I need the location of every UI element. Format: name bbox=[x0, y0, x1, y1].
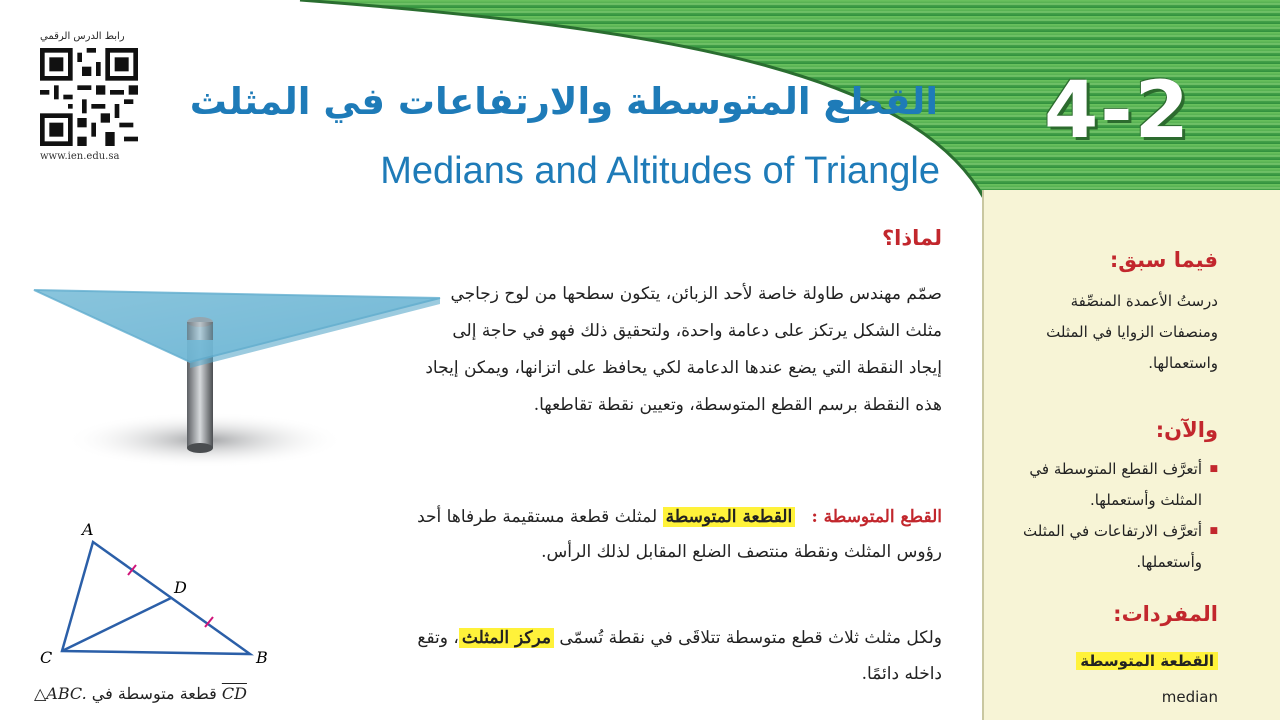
centroid-text-post: ، وتقع داخله دائمًا. bbox=[417, 628, 942, 684]
title-arabic: القطع المتوسطة والارتفاعات في المثلث bbox=[189, 80, 938, 123]
median-cd bbox=[62, 598, 171, 651]
vocab-english: median bbox=[1161, 688, 1218, 706]
caption-text: قطعة متوسطة في bbox=[91, 684, 217, 703]
qr-code-icon[interactable] bbox=[40, 48, 138, 146]
definition-term: القطع المتوسطة : bbox=[811, 507, 942, 527]
why-heading: لماذا؟ bbox=[881, 226, 942, 250]
definition-highlight: القطعة المتوسطة bbox=[663, 507, 796, 527]
qr-label: رابط الدرس الرقمي bbox=[40, 31, 125, 42]
vertex-c: C bbox=[40, 648, 53, 667]
triangle-caption bbox=[34, 684, 247, 703]
vertex-b: B bbox=[256, 648, 268, 667]
title-english: Medians and Altitudes of Triangle bbox=[380, 150, 940, 192]
median-definition bbox=[382, 500, 942, 570]
definition-text: لمثلث قطعة مستقيمة طرفاها أحد رؤوس المثلث ونقطة منتصف الضلع المقابل لذلك الرأس. bbox=[417, 507, 942, 562]
qr-url[interactable]: www.ien.edu.sa bbox=[40, 151, 120, 162]
triangle-figure bbox=[30, 515, 290, 675]
vocab-arabic: القطعة المتوسطة bbox=[1076, 652, 1218, 670]
now-list bbox=[1008, 454, 1218, 578]
previous-text: درستُ الأعمدة المنصِّفة ومنصفات الزوايا في المثلث واستعمالها. bbox=[1046, 292, 1218, 372]
vocab-heading: المفردات: bbox=[1113, 602, 1218, 626]
centroid-highlight: مركز المثلث bbox=[459, 628, 554, 648]
now-item: ■ أتعرَّف الارتفاعات في المثلث وأستعملها. bbox=[1008, 516, 1218, 578]
previous-heading: فيما سبق: bbox=[1109, 248, 1218, 272]
centroid-text-pre: ولكل مثلث ثلاث قطع متوسطة تتلاقَى في نقطة تُسمّى bbox=[559, 628, 942, 648]
lesson-number: 4-2 bbox=[1044, 66, 1191, 156]
now-item: ■ أتعرَّف القطع المتوسطة في المثلث وأستعملها. bbox=[1008, 454, 1218, 516]
vertex-a: A bbox=[82, 520, 94, 539]
centroid-note bbox=[382, 620, 942, 692]
glass-table-image bbox=[30, 280, 450, 470]
caption-segment: CD bbox=[221, 684, 247, 703]
now-heading: والآن: bbox=[1155, 418, 1218, 442]
point-d: D bbox=[174, 578, 187, 597]
why-paragraph: صمّم مهندس طاولة خاصة لأحد الزبائن، يتكون سطحها من لوح زجاجي مثلث الشكل يرتكز على دعامة واحدة، ولتحقيق ذلك فهو في حاجة إلى إيجاد النقطة التي يضع عندها الدعامة لكي يحافظ على اتزانها، ويمكن إيجاد هذه النقطة برسم القطع المتوسطة، وتعيين نقطة تقاطعها. bbox=[425, 284, 942, 415]
caption-triangle: △ABC. bbox=[34, 684, 87, 703]
